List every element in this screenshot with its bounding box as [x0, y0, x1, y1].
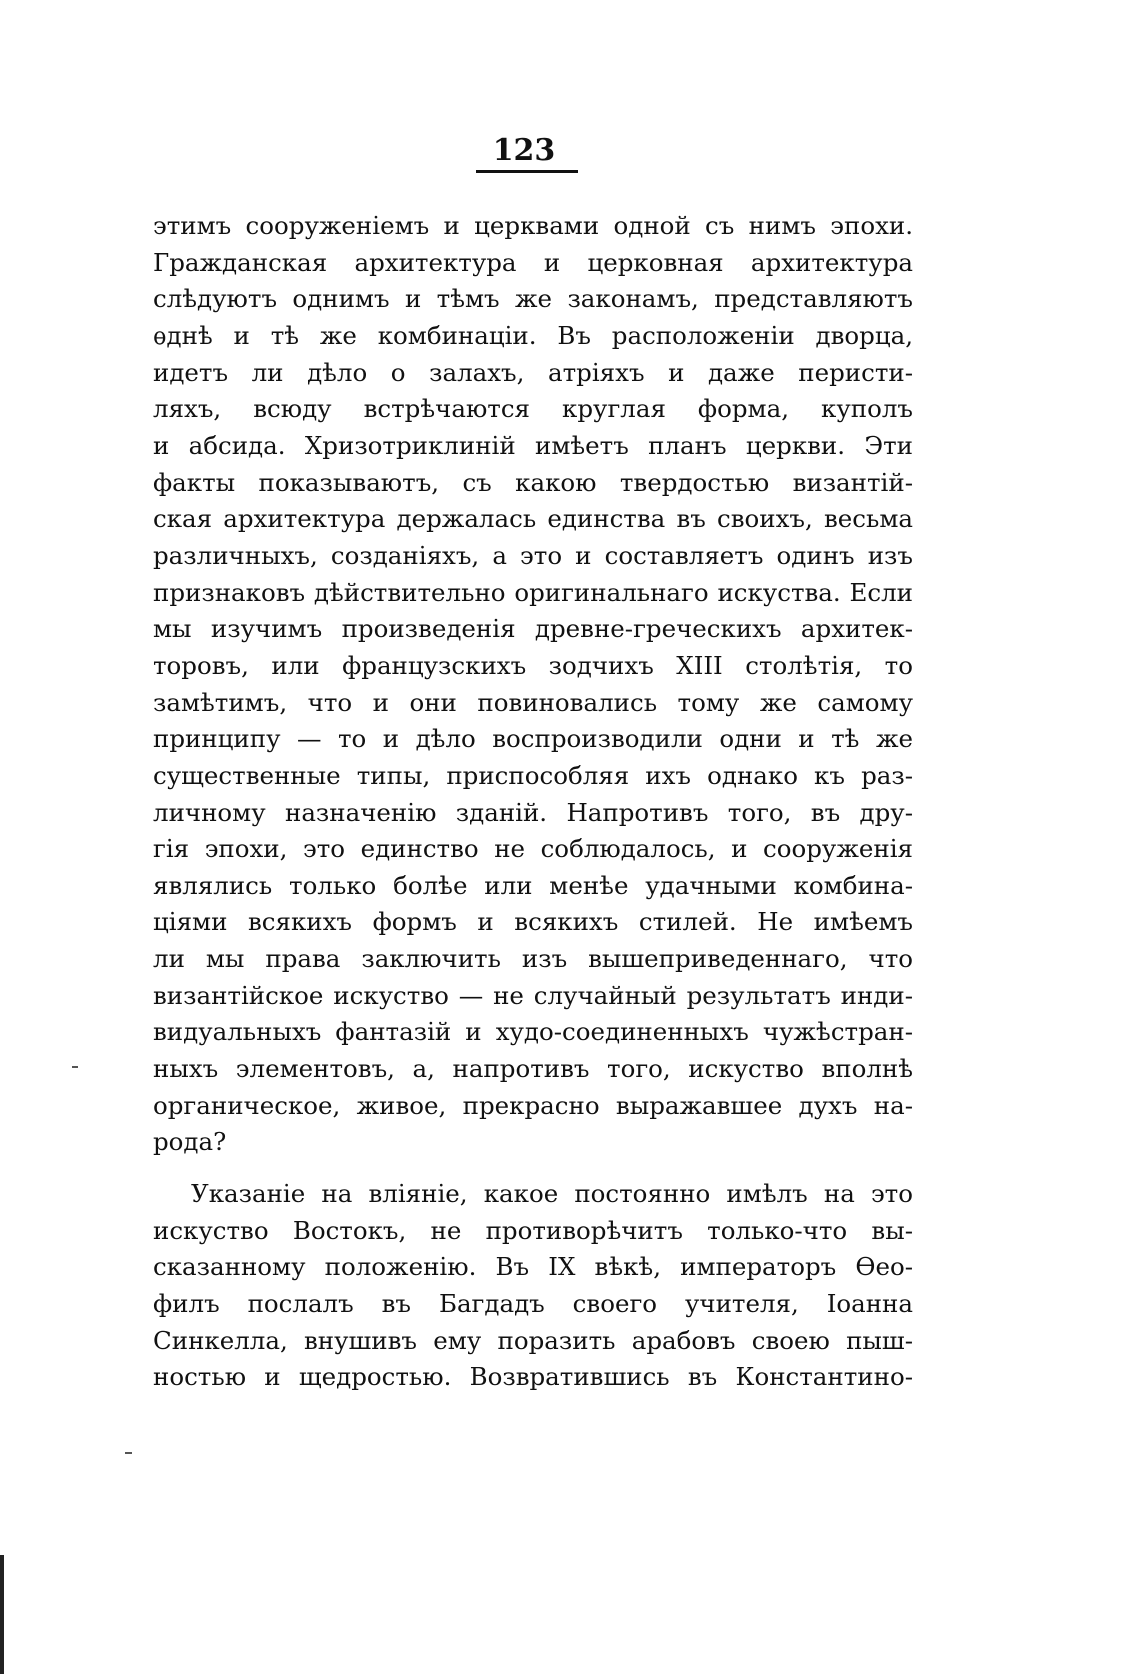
text-line: существенные типы, приспособляя ихъ однако къ раз-	[153, 760, 913, 790]
text-line: ціями всякихъ формъ и всякихъ стилей. Не имѣемъ	[153, 907, 913, 937]
text-line: искуство Востокъ, не противорѣчитъ только-что вы-	[153, 1215, 913, 1245]
text-line: идетъ ли дѣло о залахъ, атріяхъ и даже перисти-	[153, 357, 913, 387]
text-line: факты показываютъ, съ какою твердостью византій-	[153, 467, 913, 497]
page-number: 123	[492, 133, 556, 168]
text-line: ляхъ, всюду встрѣчаются круглая форма, куполъ	[153, 394, 913, 424]
paragraph-1	[153, 208, 913, 1161]
text-line: гія эпохи, это единство не соблюдалось, и сооруженія	[153, 834, 913, 864]
page-number-underline	[476, 170, 578, 173]
text-line: ностью и щедростью. Возвратившись въ Константино-	[153, 1362, 913, 1392]
text-line: этимъ сооруженіемъ и церквами одной съ нимъ эпохи.	[153, 211, 913, 240]
text-line: различныхъ, созданіяхъ, а это и составляетъ одинъ изъ	[153, 540, 913, 570]
text-line: личному назначенію зданій. Напротивъ того, въ дру-	[153, 797, 913, 827]
text-line: торовъ, или французскихъ зодчихъ XIII столѣтія, то	[153, 650, 913, 680]
paragraph-2	[153, 1176, 913, 1396]
paragraph-spacer	[153, 1161, 913, 1176]
body-text	[153, 208, 913, 1396]
text-line: Синкелла, внушивъ ему поразить арабовъ своею пыш-	[153, 1325, 913, 1355]
text-line: признаковъ дѣйствительно оригинальнаго искуства. Если	[153, 577, 913, 607]
scan-speck	[125, 1452, 132, 1454]
text-line: видуальныхъ фантазій и худо-соединенныхъ чужѣстран-	[153, 1017, 913, 1047]
text-line: филъ послалъ въ Багдадъ своего учителя, Іоанна	[153, 1289, 913, 1319]
text-line: ѳднѣ и тѣ же комбинаціи. Въ расположеніи дворца,	[153, 320, 913, 350]
text-line: принципу — то и дѣло воспроизводили одни и тѣ же	[153, 724, 913, 754]
text-line: византійское искуство — не случайный результатъ инди-	[153, 980, 913, 1010]
text-line: Гражданская архитектура и церковная архитектура	[153, 247, 913, 277]
scan-binding-edge	[0, 1555, 4, 1674]
text-line: ская архитектура держалась единства въ своихъ, весьма	[153, 504, 913, 534]
text-line: сказанному положенію. Въ IX вѣкѣ, императоръ Ѳео-	[153, 1252, 913, 1282]
text-line: слѣдуютъ однимъ и тѣмъ же законамъ, представляютъ	[153, 284, 913, 314]
text-line: являлись только болѣе или менѣе удачными комбина-	[153, 870, 913, 900]
text-line: ли мы права заключить изъ вышеприведеннаго, что	[153, 944, 913, 974]
text-line: и абсида. Хризотриклиній имѣетъ планъ церкви. Эти	[153, 430, 913, 460]
text-line: ныхъ элементовъ, а, напротивъ того, искуство вполнѣ	[153, 1054, 913, 1084]
scan-speck	[72, 1066, 78, 1068]
text-line: замѣтимъ, что и они повиновались тому же самому	[153, 687, 913, 717]
text-line: Указаніе на вліяніе, какое постоянно имѣлъ на это	[191, 1179, 913, 1209]
text-line: рода?	[153, 1127, 227, 1157]
text-line: мы изучимъ произведенія древне-греческихъ архитек-	[153, 614, 913, 644]
text-line: органическое, живое, прекрасно выражавшее духъ на-	[153, 1090, 913, 1120]
